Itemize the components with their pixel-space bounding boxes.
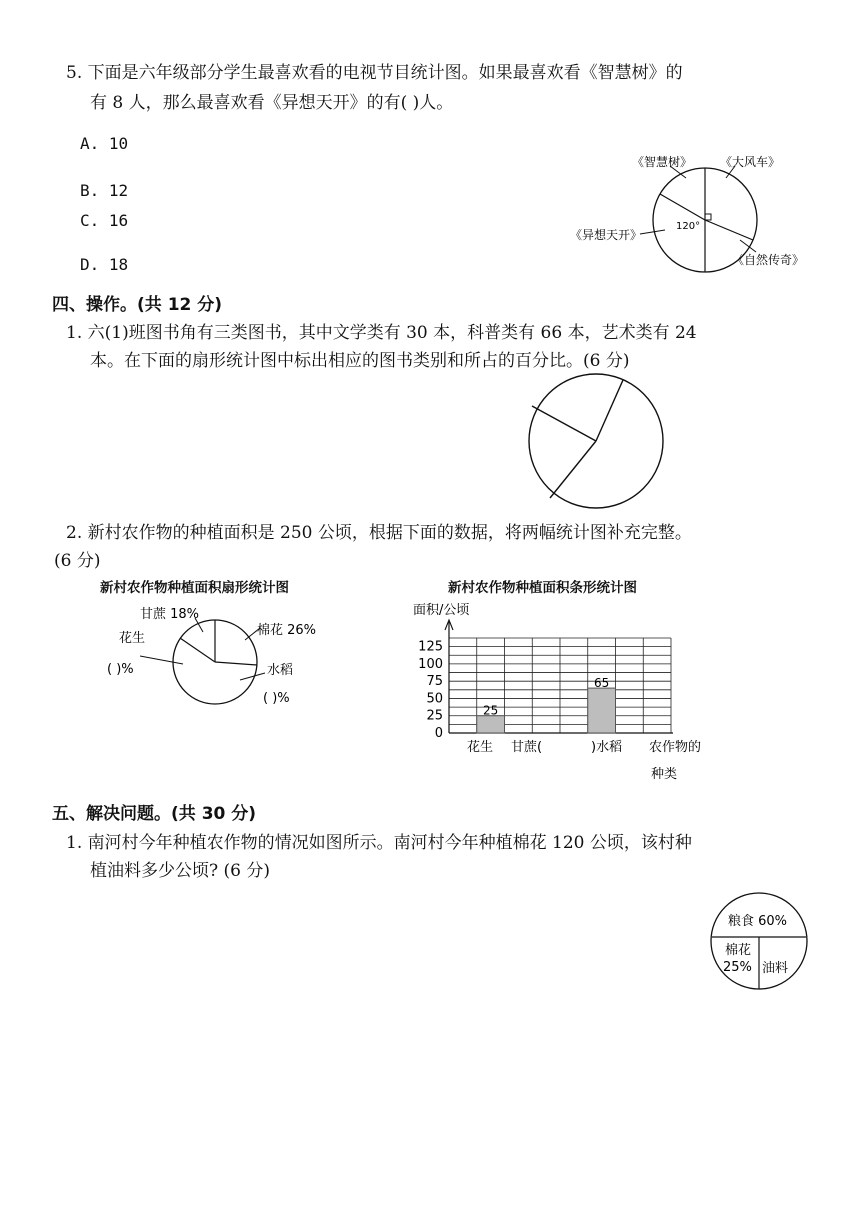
- section5-title: 五、解决问题。(共 30 分): [52, 804, 257, 824]
- bar-ylabel: 面积/公顷: [413, 603, 470, 618]
- pie-label-peanut: 花生: [119, 631, 146, 646]
- s5q1-line2: 植油料多少公顷? (6 分): [90, 861, 271, 881]
- s4q2-line1: 2. 新村农作物的种植面积是 250 公顷，根据下面的数据，将两幅统计图补充完整。: [66, 523, 692, 543]
- pie-label-peanut-pct: ( )%: [107, 662, 134, 677]
- q5-line1: 5. 下面是六年级部分学生最喜欢看的电视节目统计图。如果最喜欢看《智慧树》的: [66, 63, 683, 83]
- s4q2-bar-title: 新村农作物种植面积条形统计图: [448, 580, 637, 596]
- s4q1-blank-pie[interactable]: [520, 370, 700, 515]
- q5-option-a[interactable]: A. 10: [80, 134, 129, 153]
- bar-value-label: 25: [482, 703, 499, 718]
- s4q2-pie-title: 新村农作物种植面积扇形统计图: [100, 580, 289, 596]
- bar-ytick-label: 0: [434, 726, 443, 741]
- q5-label-dafengche: 《大风车》: [720, 155, 781, 169]
- q5-label-zhihuishu: 《智慧树》: [632, 155, 693, 169]
- s4q2-bar-chart: [405, 596, 725, 791]
- bar-ytick-label: 50: [426, 691, 443, 707]
- pie-label-sugarcane: 甘蔗 18%: [140, 607, 200, 622]
- bar-cat-text-3: )水稻: [591, 740, 623, 755]
- bar-ytick-label: 75: [426, 674, 443, 690]
- q5-option-c[interactable]: C. 16: [80, 211, 129, 230]
- pie-slice-border: [180, 638, 215, 662]
- bar-ytick-label: 125: [418, 639, 443, 655]
- bar-0: [477, 716, 505, 733]
- bar-ytick-label: 100: [418, 656, 443, 672]
- bar-xlabel-1: 农作物的: [649, 740, 702, 755]
- q5-option-b[interactable]: B. 12: [80, 181, 129, 200]
- s5-label-oil: 油料: [762, 961, 789, 976]
- q5-label-ziran: 《自然传奇》: [732, 253, 805, 267]
- s5q1-pie-chart: [700, 892, 820, 992]
- q5-line2: 有 8 人，那么最喜欢看《异想天开》的有( )人。: [90, 93, 454, 113]
- pie-slice-border: [215, 662, 257, 665]
- s5q1-line1: 1. 南河村今年种植农作物的情况如图所示。南河村今年种植棉花 120 公顷，该村种: [66, 833, 692, 853]
- s5-label-cotton-pct: 25%: [723, 960, 752, 975]
- bar-value-label: 65: [593, 676, 610, 691]
- bar-cat-text-2: 甘蔗(: [511, 740, 543, 755]
- pie-label-rice: 水稻: [267, 663, 294, 678]
- section4-title: 四、操作。(共 12 分): [52, 295, 223, 315]
- s4q2-line2: (6 分): [54, 551, 101, 571]
- s5-label-cotton: 棉花: [725, 943, 752, 958]
- bar-ytick-label: 25: [426, 708, 443, 724]
- bar-cat-text-1: 花生: [467, 740, 494, 755]
- s4q2-pie-chart: [95, 598, 345, 718]
- s5-label-grain: 粮食 60%: [728, 914, 788, 929]
- bar-2: [588, 688, 616, 733]
- s4q1-line1: 1. 六(1)班图书角有三类图书，其中文学类有 30 本，科普类有 66 本，艺术类有 24: [66, 323, 697, 343]
- q5-angle-label: 120°: [676, 221, 701, 232]
- s4q1-line2: 本。在下面的扇形统计图中标出相应的图书类别和所占的百分比。(6 分): [90, 351, 630, 371]
- q5-tv-pie-chart: [570, 148, 830, 278]
- q5-label-yixiang: 《异想天开》: [570, 228, 643, 242]
- q5-option-d[interactable]: D. 18: [80, 255, 129, 274]
- pie-label-cotton: 棉花 26%: [257, 623, 317, 638]
- bar-xlabel-2: 种类: [651, 767, 678, 782]
- pie-label-rice-pct: ( )%: [263, 691, 290, 706]
